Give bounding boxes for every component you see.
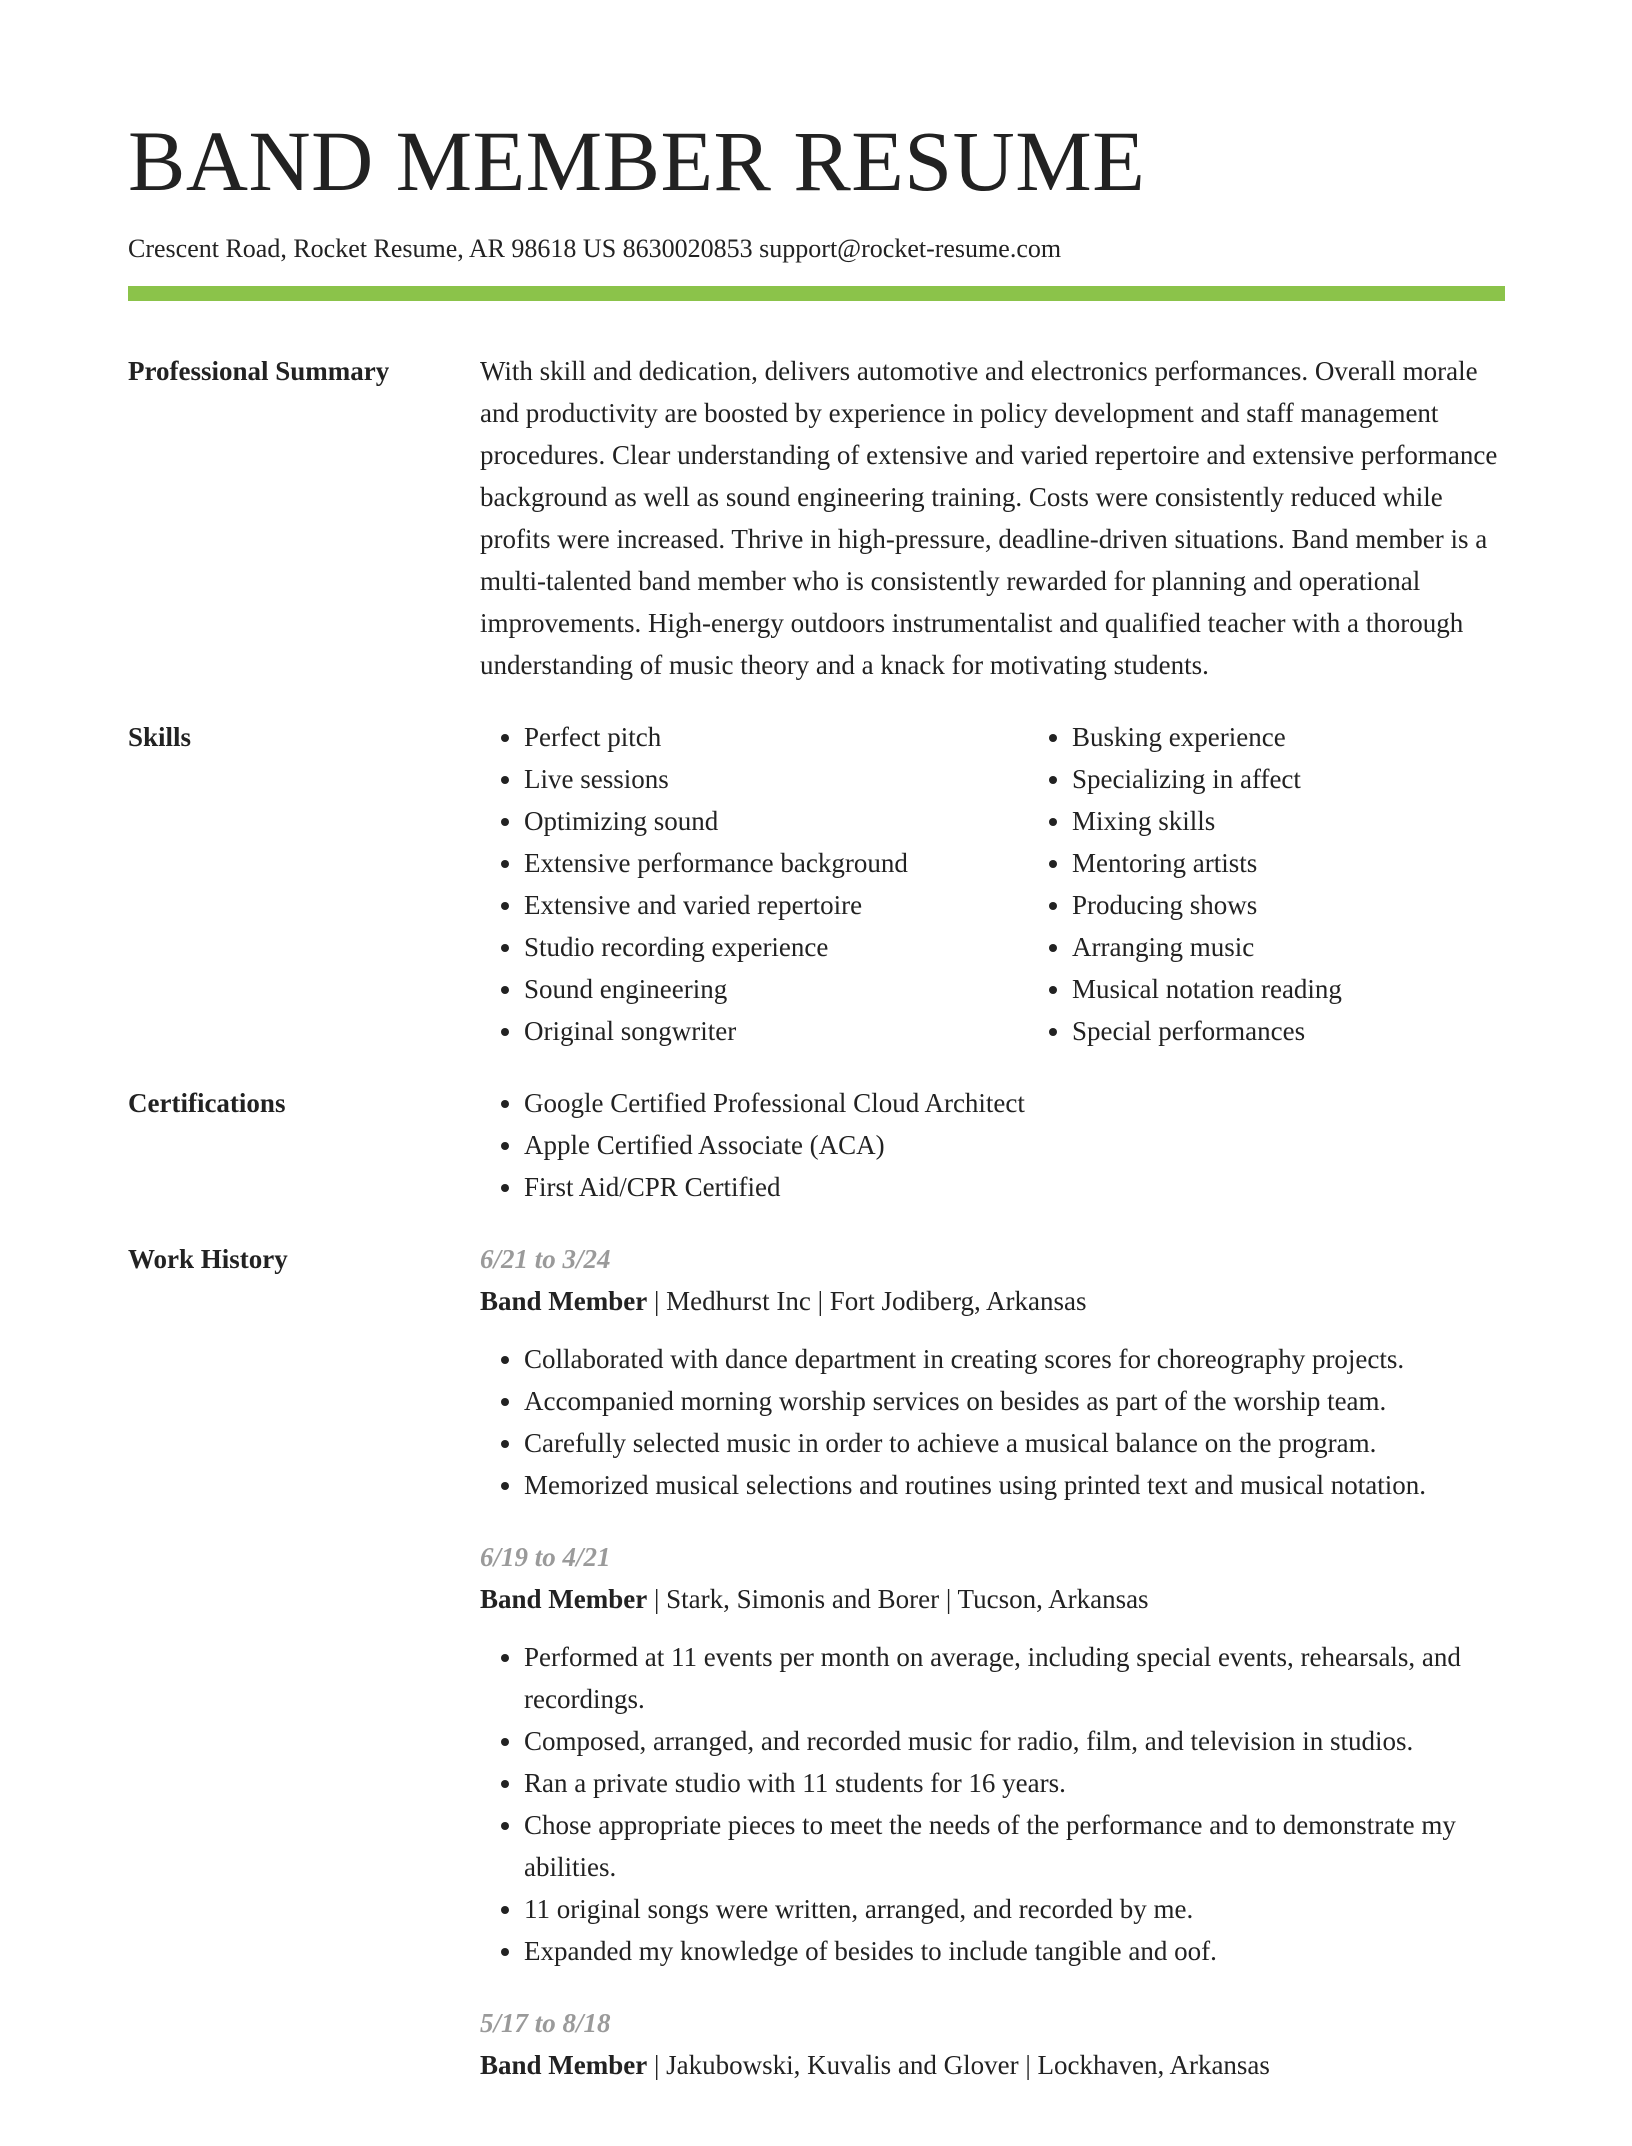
skill-item: • Live sessions xyxy=(524,758,1028,800)
skill-item: • Musical notation reading xyxy=(1072,968,1342,1010)
certifications-list xyxy=(480,1082,1505,1208)
job-location: Fort Jodiberg, Arkansas xyxy=(829,1286,1087,1316)
certification-item: • Apple Certified Associate (ACA) xyxy=(524,1124,1505,1166)
job-bullets xyxy=(480,1636,1505,1972)
job-title: Band Member xyxy=(480,2050,648,2080)
job-separator: | xyxy=(647,2050,667,2080)
job-separator: | xyxy=(647,1584,667,1614)
skill-item: • Extensive performance background xyxy=(524,842,1028,884)
skill-item: • Studio recording experience xyxy=(524,926,1028,968)
job-entry xyxy=(480,1536,1505,1972)
job-location: Lockhaven, Arkansas xyxy=(1037,2050,1270,2080)
job-bullet: • 11 original songs were written, arranged, and recorded by me. xyxy=(524,1888,1505,1930)
job-dates: 6/19 to 4/21 xyxy=(480,1542,611,1572)
certification-item: • Google Certified Professional Cloud Architect xyxy=(524,1082,1505,1124)
skills-list-right xyxy=(1028,716,1342,1052)
skill-item: • Perfect pitch xyxy=(524,716,1028,758)
skill-item: • Mentoring artists xyxy=(1072,842,1342,884)
skill-item: • Busking experience xyxy=(1072,716,1342,758)
resume-sections xyxy=(128,350,1505,2146)
skills-list-left xyxy=(480,716,1028,1052)
skills-section xyxy=(128,716,1505,1052)
job-bullet: • Expanded my knowledge of besides to include tangible and oof. xyxy=(524,1930,1505,1972)
job-entry xyxy=(480,1238,1505,1506)
job-company: Medhurst Inc xyxy=(666,1286,811,1316)
certifications-label: Certifications xyxy=(128,1088,286,1118)
skill-item: • Extensive and varied repertoire xyxy=(524,884,1028,926)
resume-title: BAND MEMBER RESUME xyxy=(128,113,1146,209)
job-bullet: • Ran a private studio with 11 students for 16 years. xyxy=(524,1762,1505,1804)
job-separator: | xyxy=(810,1286,830,1316)
header-divider xyxy=(128,286,1505,301)
summary-text: With skill and dedication, delivers automotive and electronics performances. Overall morale and productivity are boosted by experience in policy development and staff management procedures. Clear understanding of extensive and varied repertoire and extensive performance background as well as sound engineering training. Costs were consistently reduced while profits were increased. Thrive in high-pressure, deadline-driven situations. Band member is a multi-talented band member who is consistently rewarded for planning and operational improvements. High-energy outdoors instrumentalist and qualified teacher with a thorough understanding of music theory and a knack for motivating students. xyxy=(480,356,1498,680)
job-location: Tucson, Arkansas xyxy=(957,1584,1149,1614)
skill-item: • Mixing skills xyxy=(1072,800,1342,842)
job-bullet: • Memorized musical selections and routines using printed text and musical notation. xyxy=(524,1464,1505,1506)
skill-item: • Optimizing sound xyxy=(524,800,1028,842)
job-company: Jakubowski, Kuvalis and Glover xyxy=(666,2050,1019,2080)
skill-item: • Arranging music xyxy=(1072,926,1342,968)
skills-label: Skills xyxy=(128,722,192,752)
job-bullets xyxy=(480,1338,1505,1506)
job-separator: | xyxy=(939,1584,958,1614)
summary-section xyxy=(128,350,1505,686)
certifications-section xyxy=(128,1082,1505,1208)
job-heading xyxy=(480,1578,1505,1620)
job-bullet: • Composed, arranged, and recorded music for radio, film, and television in studios. xyxy=(524,1720,1505,1762)
job-dates: 6/21 to 3/24 xyxy=(480,1244,611,1274)
job-heading xyxy=(480,2044,1505,2086)
job-bullet: • Accompanied morning worship services on besides as part of the worship team. xyxy=(524,1380,1505,1422)
job-bullet: • Chose appropriate pieces to meet the needs of the performance and to demonstrate my abilities. xyxy=(524,1804,1505,1888)
work-history-label: Work History xyxy=(128,1244,288,1274)
job-entry xyxy=(480,2002,1505,2086)
job-bullet: • Collaborated with dance department in creating scores for choreography projects. xyxy=(524,1338,1505,1380)
job-bullet: • Carefully selected music in order to achieve a musical balance on the program. xyxy=(524,1422,1505,1464)
work-history-section xyxy=(128,1238,1505,2116)
job-title: Band Member xyxy=(480,1584,648,1614)
job-heading xyxy=(480,1280,1505,1322)
skill-item: • Sound engineering xyxy=(524,968,1028,1010)
job-company: Stark, Simonis and Borer xyxy=(666,1584,940,1614)
job-separator: | xyxy=(647,1286,667,1316)
job-bullet: • Performed at 11 events per month on average, including special events, rehearsals, and recordings. xyxy=(524,1636,1505,1720)
skill-item: • Specializing in affect xyxy=(1072,758,1342,800)
skill-item: • Producing shows xyxy=(1072,884,1342,926)
certification-item: • First Aid/CPR Certified xyxy=(524,1166,1505,1208)
job-separator: | xyxy=(1018,2050,1038,2080)
skill-item: • Special performances xyxy=(1072,1010,1342,1052)
job-dates: 5/17 to 8/18 xyxy=(480,2008,611,2038)
contact-line: Crescent Road, Rocket Resume, AR 98618 US 8630020853 support@rocket-resume.com xyxy=(128,234,1062,263)
skill-item: • Original songwriter xyxy=(524,1010,1028,1052)
job-title: Band Member xyxy=(480,1286,648,1316)
summary-label: Professional Summary xyxy=(128,356,390,386)
